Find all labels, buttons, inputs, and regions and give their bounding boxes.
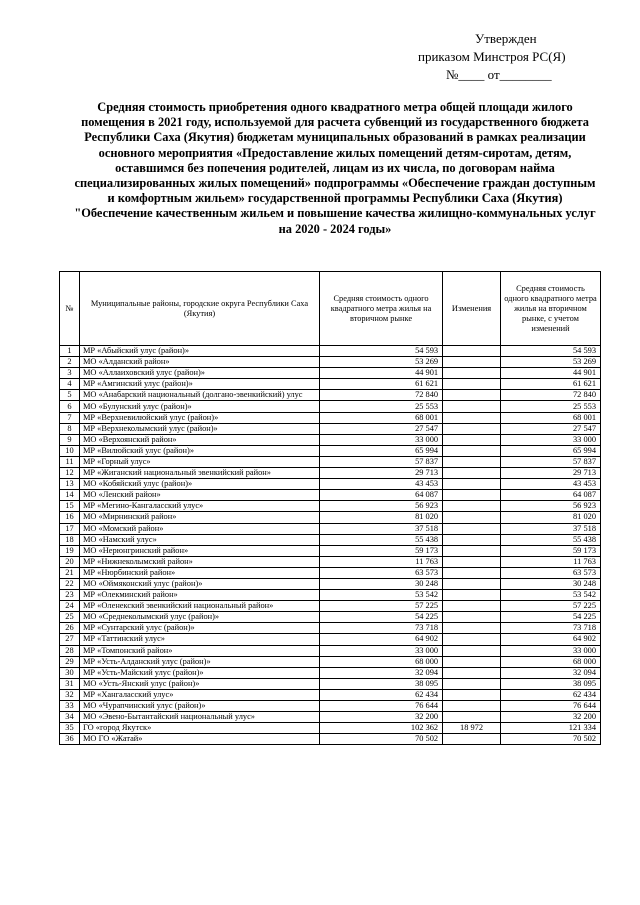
row-average-cost: 55 438 (319, 534, 442, 545)
row-municipality: МР «Горный улус» (79, 456, 319, 467)
row-municipality: МО «Среднеколымский улус (район)» (79, 612, 319, 623)
row-average-cost: 29 713 (319, 468, 442, 479)
row-municipality: МР «Нюрбинский район» (79, 567, 319, 578)
row-cost-with-changes: 27 547 (500, 423, 600, 434)
row-municipality: МО ГО «Жатай» (79, 734, 319, 745)
row-cost-with-changes: 81 020 (500, 512, 600, 523)
row-change (443, 601, 501, 612)
table-row (60, 601, 601, 612)
row-number: 9 (60, 434, 80, 445)
row-number: 32 (60, 689, 80, 700)
row-average-cost: 62 434 (319, 689, 442, 700)
table-row (60, 357, 601, 368)
table-row (60, 379, 601, 390)
header-municipality: Муниципальные районы, городские округа Республики Саха (Якутия) (79, 272, 319, 346)
row-cost-with-changes: 54 225 (500, 612, 600, 623)
row-change (443, 468, 501, 479)
row-number: 16 (60, 512, 80, 523)
table-row (60, 445, 601, 456)
approval-line-number-date: №____ от________ (446, 67, 552, 82)
row-average-cost: 72 840 (319, 390, 442, 401)
row-change (443, 501, 501, 512)
row-cost-with-changes: 68 000 (500, 656, 600, 667)
row-number: 11 (60, 456, 80, 467)
row-municipality: МР «Абыйский улус (район)» (79, 346, 319, 357)
table-row (60, 423, 601, 434)
row-number: 24 (60, 601, 80, 612)
row-change (443, 423, 501, 434)
row-number: 31 (60, 678, 80, 689)
table-row (60, 634, 601, 645)
row-municipality: МО «Булунский улус (район)» (79, 401, 319, 412)
row-cost-with-changes: 25 553 (500, 401, 600, 412)
row-cost-with-changes: 70 502 (500, 734, 600, 745)
cost-table (59, 271, 601, 745)
row-number: 19 (60, 545, 80, 556)
row-average-cost: 54 225 (319, 612, 442, 623)
row-municipality: МО «Намский улус» (79, 534, 319, 545)
row-change (443, 346, 501, 357)
row-municipality: МР «Верхнеколымский улус (район)» (79, 423, 319, 434)
row-average-cost: 64 087 (319, 490, 442, 501)
row-cost-with-changes: 54 593 (500, 346, 600, 357)
row-average-cost: 54 593 (319, 346, 442, 357)
row-change (443, 645, 501, 656)
row-number: 22 (60, 578, 80, 589)
table-body (60, 346, 601, 745)
row-municipality: МР «Оленекский эвенкийский национальный район» (79, 601, 319, 612)
row-cost-with-changes: 44 901 (500, 368, 600, 379)
row-change (443, 578, 501, 589)
row-average-cost: 37 518 (319, 523, 442, 534)
row-change (443, 534, 501, 545)
row-average-cost: 27 547 (319, 423, 442, 434)
table-row (60, 368, 601, 379)
table-row (60, 656, 601, 667)
row-average-cost: 59 173 (319, 545, 442, 556)
row-average-cost: 32 200 (319, 712, 442, 723)
row-average-cost: 44 901 (319, 368, 442, 379)
row-municipality: МО «Кобяйский улус (район)» (79, 479, 319, 490)
row-number: 25 (60, 612, 80, 623)
row-change (443, 678, 501, 689)
table-row (60, 346, 601, 357)
row-average-cost: 76 644 (319, 701, 442, 712)
row-cost-with-changes: 57 837 (500, 456, 600, 467)
row-number: 6 (60, 401, 80, 412)
row-cost-with-changes: 32 094 (500, 667, 600, 678)
row-cost-with-changes: 76 644 (500, 701, 600, 712)
row-change (443, 379, 501, 390)
row-average-cost: 65 994 (319, 445, 442, 456)
row-cost-with-changes: 30 248 (500, 578, 600, 589)
row-cost-with-changes: 61 621 (500, 379, 600, 390)
row-cost-with-changes: 59 173 (500, 545, 600, 556)
row-number: 28 (60, 645, 80, 656)
row-number: 13 (60, 479, 80, 490)
row-municipality: МР «Нижнеколымский район» (79, 556, 319, 567)
row-cost-with-changes: 64 902 (500, 634, 600, 645)
row-municipality: МР «Хангаласский улус» (79, 689, 319, 700)
approval-line-approved: Утвержден (475, 31, 537, 46)
row-change (443, 456, 501, 467)
row-cost-with-changes: 121 334 (500, 723, 600, 734)
row-change (443, 734, 501, 745)
header-cost-with-changes: Средняя стоимость одного квадратного метра жилья на вторичном рынке, с учетом изменений (500, 272, 600, 346)
table-row (60, 578, 601, 589)
row-change (443, 479, 501, 490)
row-average-cost: 81 020 (319, 512, 442, 523)
row-change (443, 445, 501, 456)
table-row (60, 712, 601, 723)
table-row (60, 590, 601, 601)
row-average-cost: 68 001 (319, 412, 442, 423)
row-cost-with-changes: 56 923 (500, 501, 600, 512)
row-number: 10 (60, 445, 80, 456)
row-municipality: МР «Томпонский район» (79, 645, 319, 656)
table-row (60, 723, 601, 734)
row-number: 36 (60, 734, 80, 745)
row-cost-with-changes: 68 001 (500, 412, 600, 423)
row-number: 1 (60, 346, 80, 357)
row-cost-with-changes: 33 000 (500, 434, 600, 445)
table-row (60, 456, 601, 467)
row-number: 4 (60, 379, 80, 390)
row-cost-with-changes: 64 087 (500, 490, 600, 501)
row-cost-with-changes: 33 000 (500, 645, 600, 656)
row-cost-with-changes: 62 434 (500, 689, 600, 700)
row-average-cost: 53 542 (319, 590, 442, 601)
row-cost-with-changes: 11 763 (500, 556, 600, 567)
row-cost-with-changes: 32 200 (500, 712, 600, 723)
row-cost-with-changes: 63 573 (500, 567, 600, 578)
row-number: 3 (60, 368, 80, 379)
row-cost-with-changes: 37 518 (500, 523, 600, 534)
row-change (443, 667, 501, 678)
row-change: 18 972 (443, 723, 501, 734)
row-change (443, 368, 501, 379)
row-municipality: МР «Вилюйский улус (район)» (79, 445, 319, 456)
row-number: 23 (60, 590, 80, 601)
table-header-row (60, 272, 601, 346)
row-cost-with-changes: 57 225 (500, 601, 600, 612)
row-municipality: МР «Жиганский национальный эвенкийский район» (79, 468, 319, 479)
row-municipality: МР «Усть-Майский улус (район)» (79, 667, 319, 678)
row-change (443, 556, 501, 567)
row-municipality: МР «Верхневилюйский улус (район)» (79, 412, 319, 423)
row-average-cost: 70 502 (319, 734, 442, 745)
row-number: 2 (60, 357, 80, 368)
row-average-cost: 102 362 (319, 723, 442, 734)
row-change (443, 523, 501, 534)
table-row (60, 534, 601, 545)
row-change (443, 401, 501, 412)
row-change (443, 434, 501, 445)
row-number: 5 (60, 390, 80, 401)
row-change (443, 590, 501, 601)
table-row (60, 734, 601, 745)
table-row (60, 667, 601, 678)
row-average-cost: 25 553 (319, 401, 442, 412)
row-change (443, 490, 501, 501)
row-municipality: МО «Чурапчинский улус (район)» (79, 701, 319, 712)
row-average-cost: 53 269 (319, 357, 442, 368)
row-average-cost: 33 000 (319, 434, 442, 445)
row-cost-with-changes: 53 542 (500, 590, 600, 601)
row-cost-with-changes: 53 269 (500, 357, 600, 368)
row-municipality: МО «Мирнинский район» (79, 512, 319, 523)
row-number: 14 (60, 490, 80, 501)
table-row (60, 678, 601, 689)
row-number: 7 (60, 412, 80, 423)
approval-line-order: приказом Минстроя РС(Я) (418, 49, 566, 64)
row-municipality: МР «Олекминский район» (79, 590, 319, 601)
row-cost-with-changes: 55 438 (500, 534, 600, 545)
row-change (443, 634, 501, 645)
row-number: 33 (60, 701, 80, 712)
row-number: 21 (60, 567, 80, 578)
row-change (443, 512, 501, 523)
row-average-cost: 61 621 (319, 379, 442, 390)
table-row (60, 390, 601, 401)
row-change (443, 623, 501, 634)
row-cost-with-changes: 38 095 (500, 678, 600, 689)
row-average-cost: 43 453 (319, 479, 442, 490)
row-municipality: МО «Ленский район» (79, 490, 319, 501)
row-municipality: МО «Эвено-Бытантайский национальный улус» (79, 712, 319, 723)
row-cost-with-changes: 43 453 (500, 479, 600, 490)
row-number: 27 (60, 634, 80, 645)
table-row (60, 468, 601, 479)
row-average-cost: 68 000 (319, 656, 442, 667)
row-average-cost: 64 902 (319, 634, 442, 645)
table-row (60, 612, 601, 623)
document-title: Средняя стоимость приобретения одного квадратного метра общей площади жилого помещения в 2021 году, используемой для расчета субвенций из государственного бюджета Республики Саха (Якутия) бюджетам муниципальных образований в рамках реализации основного мероприятия «Предоставление жилых помещений детям-сиротам, детям, оставшимся без попечения родителей, лицам из их числа, по договорам найма специализированных жилых помещений» подпрограммы «Обеспечение граждан доступным и комфортным жильем» государственной программы Республики Саха (Якутия) "Обеспечение качественным жильем и повышение качества жилищно-коммунальных услуг на 2020 - 2024 годы» (74, 100, 596, 236)
header-changes: Изменения (443, 272, 501, 346)
row-number: 20 (60, 556, 80, 567)
header-number: № (60, 272, 80, 346)
row-municipality: МО «Усть-Янский улус (район)» (79, 678, 319, 689)
row-average-cost: 11 763 (319, 556, 442, 567)
table-row (60, 645, 601, 656)
table-row (60, 479, 601, 490)
approval-block (400, 30, 600, 84)
header-average-cost: Средняя стоимость одного квадратного метра жилья на вторичном рынке (319, 272, 442, 346)
row-change (443, 545, 501, 556)
row-municipality: МР «Амгинский улус (район)» (79, 379, 319, 390)
table-row (60, 501, 601, 512)
table-row (60, 689, 601, 700)
row-number: 29 (60, 656, 80, 667)
row-change (443, 357, 501, 368)
table-row (60, 701, 601, 712)
row-average-cost: 32 094 (319, 667, 442, 678)
row-average-cost: 30 248 (319, 578, 442, 589)
row-average-cost: 33 000 (319, 645, 442, 656)
row-municipality: МО «Аллаиховский улус (район)» (79, 368, 319, 379)
row-cost-with-changes: 65 994 (500, 445, 600, 456)
row-municipality: МР «Сунтарский улус (район)» (79, 623, 319, 634)
row-number: 12 (60, 468, 80, 479)
row-municipality: МО «Верхоянский район» (79, 434, 319, 445)
row-average-cost: 63 573 (319, 567, 442, 578)
table-row (60, 412, 601, 423)
row-change (443, 701, 501, 712)
table-row (60, 545, 601, 556)
row-number: 26 (60, 623, 80, 634)
row-average-cost: 56 923 (319, 501, 442, 512)
row-municipality: МР «Мегино-Кангаласский улус» (79, 501, 319, 512)
table-row (60, 523, 601, 534)
table-row (60, 434, 601, 445)
row-municipality: МР «Таттинский улус» (79, 634, 319, 645)
row-cost-with-changes: 29 713 (500, 468, 600, 479)
row-number: 18 (60, 534, 80, 545)
row-average-cost: 57 225 (319, 601, 442, 612)
row-cost-with-changes: 72 840 (500, 390, 600, 401)
row-number: 8 (60, 423, 80, 434)
row-change (443, 567, 501, 578)
row-municipality: МО «Оймяконский улус (район)» (79, 578, 319, 589)
row-municipality: МО «Алданский район» (79, 357, 319, 368)
row-average-cost: 73 718 (319, 623, 442, 634)
row-municipality: МР «Усть-Алданский улус (район)» (79, 656, 319, 667)
table-row (60, 490, 601, 501)
table-row (60, 512, 601, 523)
row-number: 35 (60, 723, 80, 734)
row-number: 30 (60, 667, 80, 678)
table-row (60, 401, 601, 412)
row-change (443, 689, 501, 700)
row-average-cost: 57 837 (319, 456, 442, 467)
row-municipality: ГО «город Якутск» (79, 723, 319, 734)
row-change (443, 412, 501, 423)
row-change (443, 612, 501, 623)
row-change (443, 656, 501, 667)
row-municipality: МО «Анабарский национальный (долгано-эвенкийский) улус (79, 390, 319, 401)
row-municipality: МО «Нерюнгринский район» (79, 545, 319, 556)
row-number: 17 (60, 523, 80, 534)
row-change (443, 390, 501, 401)
row-municipality: МО «Момский район» (79, 523, 319, 534)
row-number: 34 (60, 712, 80, 723)
row-average-cost: 38 095 (319, 678, 442, 689)
table-row (60, 623, 601, 634)
table-row (60, 556, 601, 567)
row-change (443, 712, 501, 723)
row-number: 15 (60, 501, 80, 512)
row-cost-with-changes: 73 718 (500, 623, 600, 634)
table-row (60, 567, 601, 578)
